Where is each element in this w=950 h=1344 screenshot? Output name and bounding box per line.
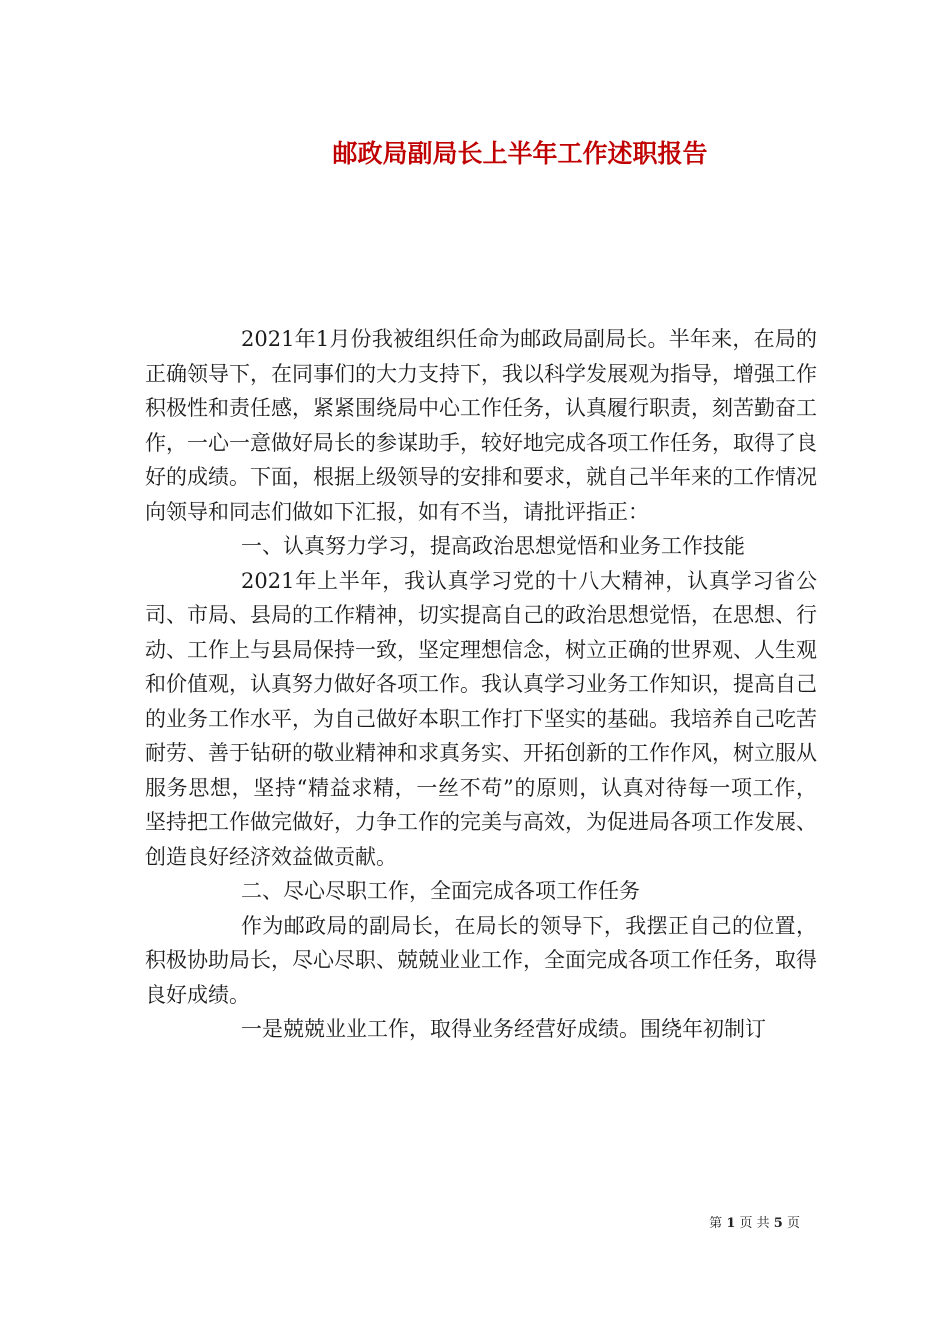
footer-suffix: 页 — [786, 1216, 800, 1231]
paragraph-intro: 2021年1月份我被组织任命为邮政局副局长。半年来，在局的正确领导下，在同事们的大力支持下，我以科学发展观为指导，增强工作积极性和责任感，紧紧围绕局中心工作任务，认真履行职责，刻苦勤奋工作，一心一意做好局长的参谋助手，较好地完成各项工作任务，取得了良好的成绩。下面，根据上级领导的安排和要求，就自己半年来的工作情况向领导和同志们做如下汇报，如有不当，请批评指正： — [145, 327, 817, 524]
paragraph-section-1: 2021年上半年，我认真学习党的十八大精神，认真学习省公司、市局、县局的工作精神，切实提高自己的政治思想觉悟，在思想、行动、工作上与县局保持一致，坚定理想信念，树立正确的世界观、人生观和价值观，认真努力做好各项工作。我认真学习业务工作知识，提高自己的业务工作水平，为自己做好本职工作打下坚实的基础。我培养自己吃苦耐劳、善于钻研的敬业精神和求真务实、开拓创新的工作作风，树立服从服务思想，坚持“精益求精，一丝不苟”的原则，认真对待每一项工作，坚持把工作做完做好，力争工作的完美与高效，为促进局各项工作发展、创造良好经济效益做贡献。 — [145, 568, 817, 869]
page-footer — [709, 1212, 800, 1231]
footer-middle: 页 共 — [739, 1216, 770, 1231]
section-heading-1: 一、认真努力学习，提高政治思想觉悟和业务工作技能 — [241, 534, 745, 558]
paragraph-point-1: 一是兢兢业业工作，取得业务经营好成绩。围绕年初制订 — [241, 1017, 766, 1041]
section-heading-2: 二、尽心尽职工作，全面完成各项工作任务 — [241, 879, 640, 903]
footer-prefix: 第 — [709, 1216, 723, 1231]
footer-total-pages: 5 — [773, 1216, 783, 1231]
document-title: 邮政局副局长上半年工作述职报告 — [332, 139, 708, 168]
paragraph-section-2: 作为邮政局的副局长，在局长的领导下，我摆正自己的位置，积极协助局长，尽心尽职、兢兢业业工作，全面完成各项工作任务，取得良好成绩。 — [145, 913, 817, 1007]
document-body — [145, 322, 817, 1047]
footer-page-number: 1 — [726, 1216, 736, 1231]
